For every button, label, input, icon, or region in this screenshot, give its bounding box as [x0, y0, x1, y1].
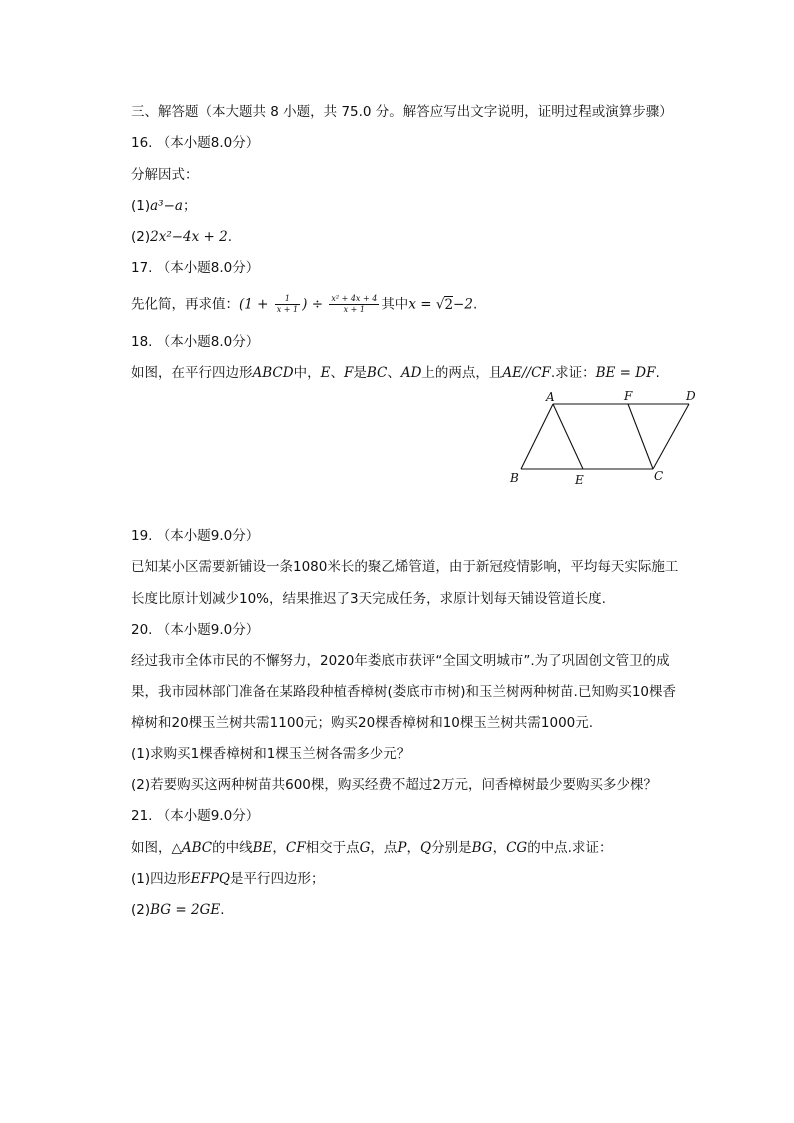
part-number: (1): [131, 198, 151, 214]
parallelogram-figure: [505, 388, 705, 488]
prompt-text: 先化简，再求值：: [131, 296, 239, 313]
text: ，点: [370, 840, 398, 856]
math-expression: a³−a: [150, 198, 183, 214]
label-f: F: [624, 389, 633, 403]
math-bg-equals-2ge: BG = 2GE: [150, 902, 221, 918]
fraction-1: [275, 294, 300, 315]
where-text: 其中: [381, 296, 409, 313]
question-16-part-1: [131, 197, 196, 215]
fraction-2-denominator: x + 1: [343, 305, 365, 314]
question-16-part-2: [131, 228, 232, 246]
fraction-1-denominator: x + 1: [276, 305, 299, 314]
label-d: D: [686, 389, 696, 403]
math-p: P: [397, 840, 407, 856]
text: 是: [353, 365, 367, 381]
question-21-part-1: [131, 870, 325, 888]
text: (1)四边形: [131, 871, 191, 887]
question-18-prompt: [131, 364, 660, 382]
math-bc: BC: [366, 365, 388, 381]
math-e: E: [320, 365, 331, 381]
question-20-line-1: 经过我市全体市民的不懈努力，2020年娄底市获评“全国文明城市”.为了巩固创文管卫的成: [131, 653, 670, 669]
fraction-2: [329, 294, 379, 315]
question-21-prompt: [131, 839, 612, 857]
math-triangle-abc: △ABC: [171, 840, 213, 856]
question-21-part-2: [131, 901, 225, 919]
fraction-2-numerator: x² + 4x + 4: [331, 294, 378, 303]
sqrt-expression: √2: [435, 296, 454, 313]
punctuation: .: [220, 902, 225, 918]
text: 、: [387, 365, 401, 381]
math-cf: CF: [285, 840, 306, 856]
x-equals: x =: [408, 296, 436, 313]
text: 的中线: [212, 840, 253, 856]
question-19-line-2: 长度比原计划减少10%，结果推迟了3天完成任务，求原计划每天铺设管道长度.: [131, 591, 606, 607]
question-20-line-3: 樟树和20棵玉兰树共需1100元；购买20棵香樟树和10棵玉兰树共需1000元.: [131, 715, 594, 731]
math-g: G: [359, 840, 371, 856]
text: 是平行四边形；: [230, 871, 325, 887]
text: 的中点.求证：: [527, 840, 613, 856]
question-17-header: 17. （本小题8.0分）: [131, 260, 260, 276]
text: ，: [492, 840, 507, 856]
math-expression: 2x²−4x + 2: [150, 229, 228, 245]
math-ad: AD: [400, 365, 422, 381]
question-18-header: 18. （本小题8.0分）: [131, 334, 260, 350]
question-20-header: 20. （本小题9.0分）: [131, 622, 260, 638]
math-efpq: EFPQ: [190, 871, 230, 887]
text: 、: [330, 365, 344, 381]
text: 上的两点，且: [421, 365, 503, 381]
math-ae-parallel-cf: AE//CF: [502, 365, 551, 381]
math-q: Q: [420, 840, 432, 856]
math-f: F: [343, 365, 354, 381]
question-20-part-1: (1)求购买1棵香樟树和1棵玉兰树各需多少元？: [131, 746, 411, 762]
math-tail: −2: [453, 296, 473, 313]
math-open: (1 +: [239, 296, 273, 313]
text: .求证：: [550, 365, 596, 381]
math-close: ) ÷: [302, 296, 328, 313]
punctuation: .: [227, 229, 233, 245]
label-b: B: [510, 471, 519, 485]
question-17-prompt: [131, 294, 477, 315]
question-16-header: 16. （本小题8.0分）: [131, 135, 260, 151]
segment-ab: [521, 404, 553, 469]
text: ，: [406, 840, 421, 856]
math-cg: CG: [506, 840, 528, 856]
segment-fc: [628, 404, 653, 469]
question-21-header: 21. （本小题9.0分）: [131, 808, 260, 824]
fraction-1-numerator: 1: [275, 294, 300, 305]
label-c: C: [654, 469, 664, 483]
text: ，: [272, 840, 286, 856]
text: 中，: [293, 365, 321, 381]
question-19-line-1: 已知某小区需要新铺设一条1080米长的聚乙烯管道，由于新冠疫情影响，平均每天实际施工: [131, 559, 679, 575]
part-number: (2): [131, 229, 151, 245]
math-be: BE: [252, 840, 273, 856]
math-bg: BG: [471, 840, 493, 856]
text: 相交于点: [305, 840, 360, 856]
text: 如图，: [131, 840, 172, 856]
segment-dc: [653, 404, 689, 469]
label-e: E: [575, 473, 584, 487]
part-number: (2): [131, 902, 151, 918]
radicand: 2: [444, 296, 454, 313]
segment-ae: [553, 404, 583, 469]
question-20-part-2: (2)若要购买这两种树苗共600棵，购买经费不超过2万元，问香樟树最少要购买多少棵？: [131, 777, 657, 793]
label-a: A: [546, 390, 555, 404]
text: 分别是: [431, 840, 472, 856]
question-16-prompt: 分解因式：: [131, 167, 199, 183]
section-title: 三、解答题（本大题共 8 小题，共 75.0 分。解答应写出文字说明，证明过程或演算步骤）: [131, 104, 673, 120]
question-20-line-2: 果，我市园林部门准备在某路段种植香樟树(娄底市市树)和玉兰树两种树苗.已知购买10棵香: [131, 684, 677, 700]
punctuation: ；: [182, 198, 197, 214]
punctuation: .: [472, 296, 478, 313]
math-be-equals-df: BE = DF: [595, 365, 656, 381]
math-abcd: ABCD: [252, 365, 294, 381]
text: 如图，在平行四边形: [131, 365, 253, 381]
question-19-header: 19. （本小题9.0分）: [131, 528, 260, 544]
text: .: [655, 365, 660, 381]
